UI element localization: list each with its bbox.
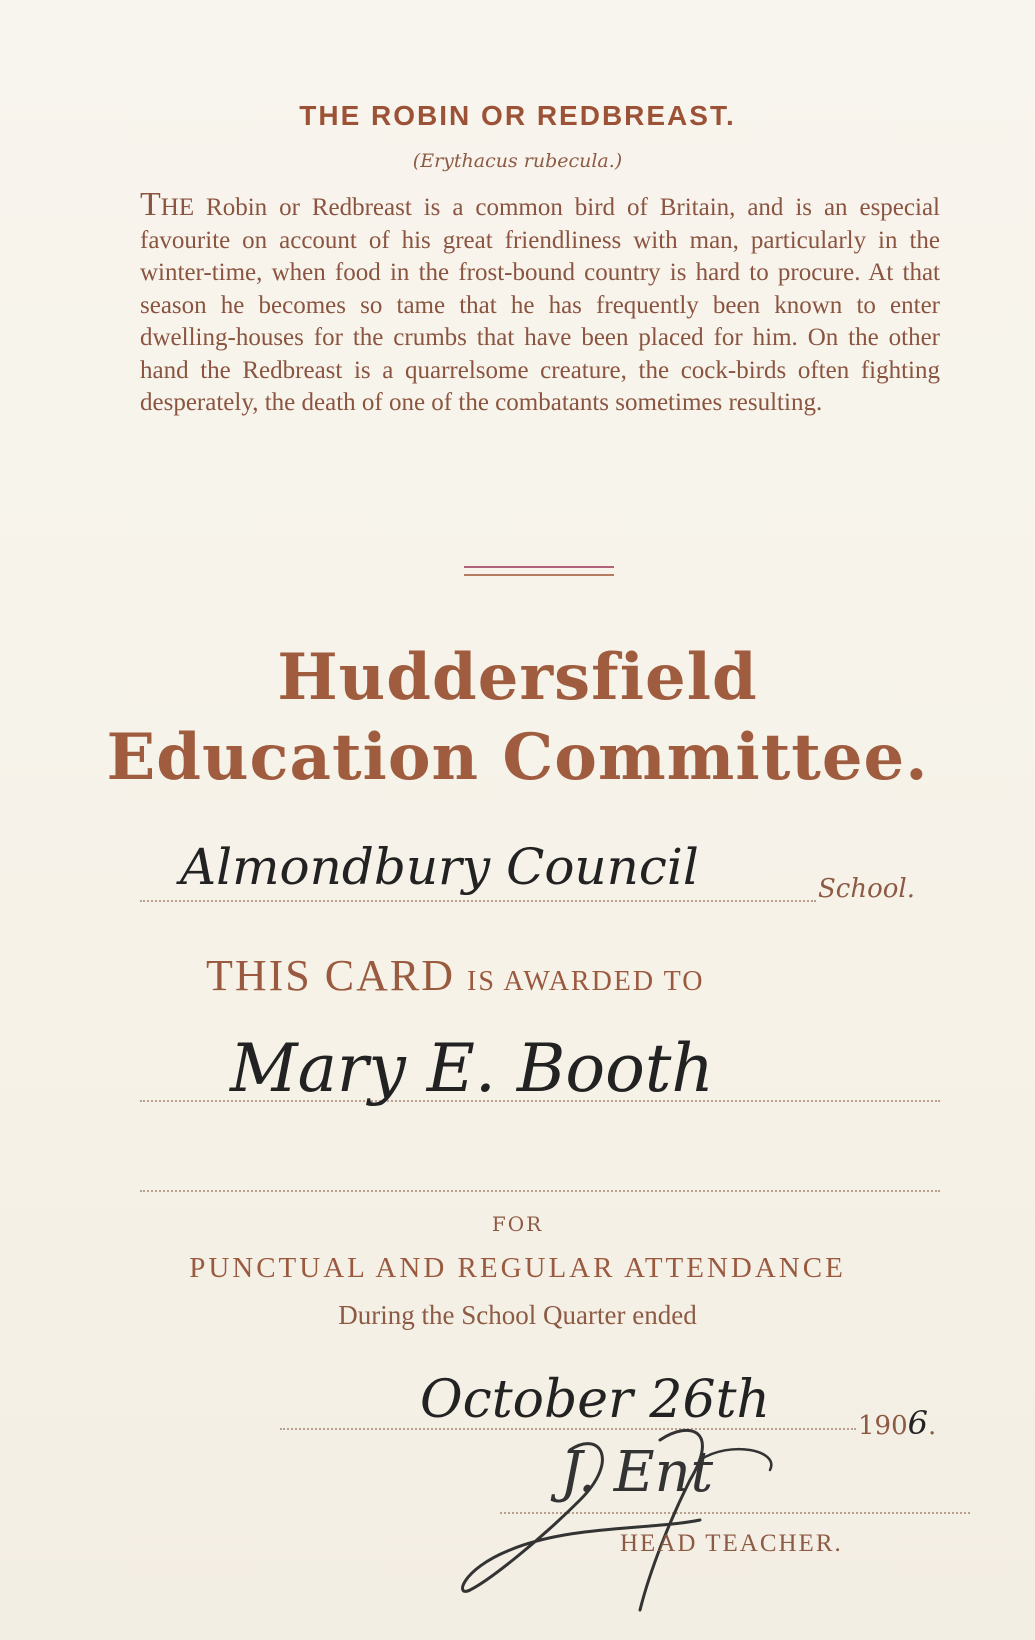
school-label: School. [818,874,916,904]
divider-rule-top [464,566,614,568]
signature-handwriting: J. Ent [560,1440,714,1505]
blank-dotted-line [140,1190,940,1192]
quarter-label: During the School Quarter ended [338,1300,697,1330]
date-handwriting: October 26th [420,1370,770,1430]
dropcap: T [140,186,161,223]
school-dotted-line [140,900,816,902]
description-text: HE Robin or Redbreast is a common bird of Britain, and is an especial favourite on account of his great friendliness with man, particularly in the winter-time, when food in the frost-bound country is hard to procure. At that season he becomes so tame that he has frequently been known to enter dwelling-houses for the crumbs that have been placed for him. On the other hand the Redbreast is a quarrelsome creature, the cock-birds often fighting desperately, the death of one of the combatants sometimes resulting. [140,194,940,416]
year-printed: 190 [858,1411,908,1441]
year: 1906. [858,1404,937,1442]
committee-line-1: Huddersfield [277,640,758,715]
latin-name: (Erythacus rubecula.) [412,150,623,172]
award-line [206,950,906,1001]
robin-description [140,186,940,420]
award-is-awarded-to: IS AWARDED TO [467,966,705,997]
head-teacher-label: HEAD TEACHER. [620,1530,843,1557]
divider-rule-bottom [464,574,614,576]
award-this-card: THIS CARD [206,951,456,1000]
recipient-handwriting: Mary E. Booth [230,1030,714,1107]
school-handwriting: Almondbury Council [180,838,699,896]
signature-flourish [450,1420,870,1620]
attendance-label: PUNCTUAL AND REGULAR ATTENDANCE [189,1252,846,1284]
committee-line-2: Education Committee. [106,720,929,795]
for-label: FOR [491,1212,544,1236]
card-title: THE ROBIN OR REDBREAST. [299,100,736,131]
year-handwritten: 6 [907,1404,928,1442]
